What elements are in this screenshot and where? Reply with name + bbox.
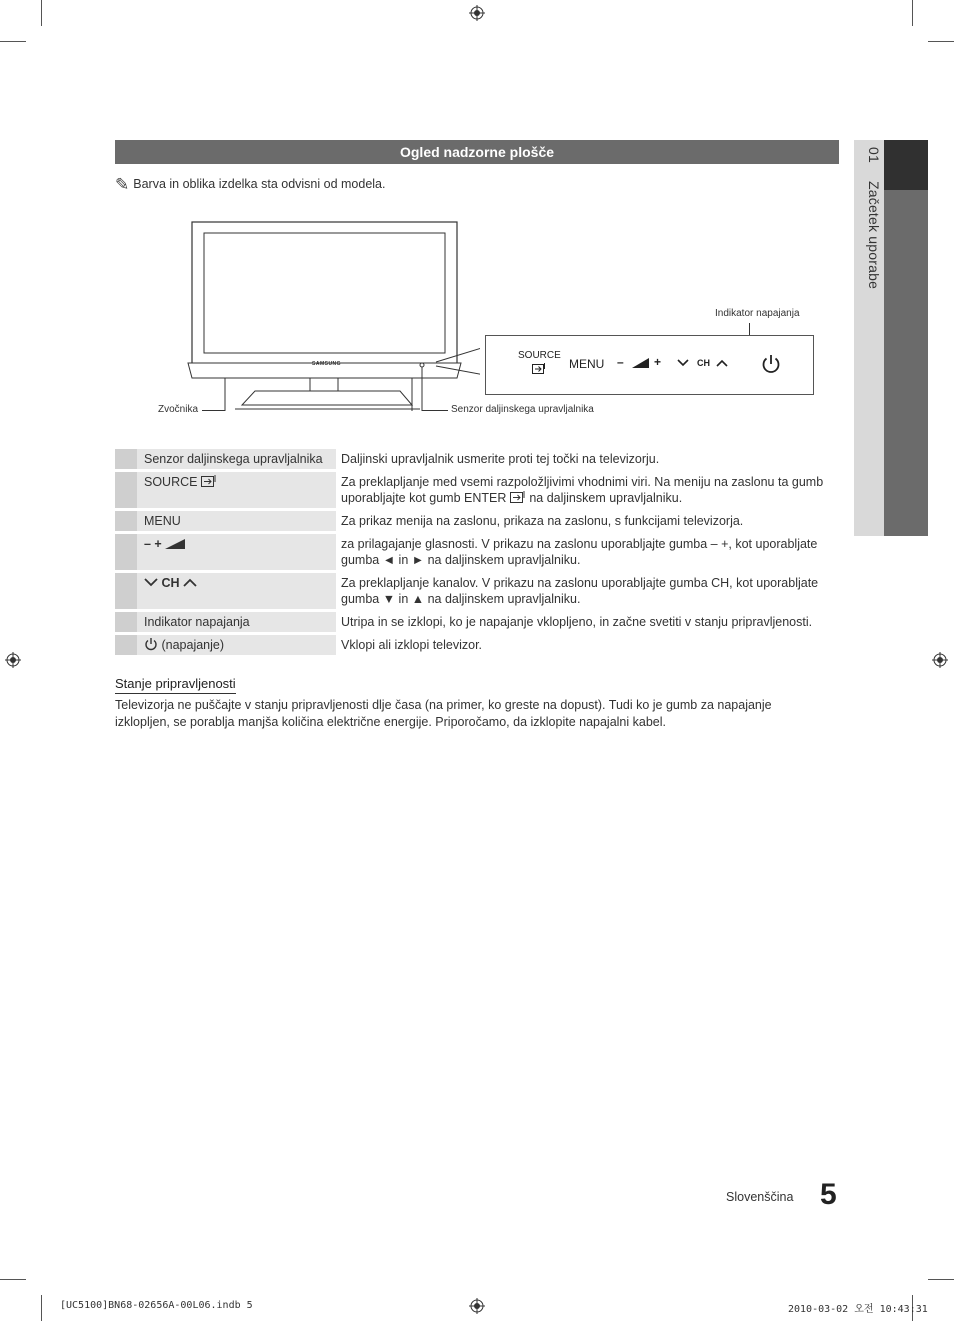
section-title: Ogled nadzorne plošče xyxy=(115,140,839,164)
row-marker xyxy=(115,534,137,570)
crop-mark xyxy=(928,41,954,42)
source-desc-tail: na daljinskem upravljalniku. xyxy=(525,491,683,505)
registration-mark-icon xyxy=(469,5,485,21)
panel-ch-label: CH xyxy=(697,358,710,368)
row-marker xyxy=(115,472,137,508)
row-marker xyxy=(115,612,137,632)
table-cell-desc: Za prikaz menija na zaslonu, prikaza na zaslonu, s funkcijami televizorja. xyxy=(341,514,744,528)
panel-menu-label: MENU xyxy=(569,357,605,371)
label-remote-sensor: Senzor daljinskega upravljalnika xyxy=(451,404,594,415)
power-icon xyxy=(144,637,158,651)
table-cell-name: MENU xyxy=(137,511,336,531)
page-number: 5 xyxy=(820,1178,837,1211)
table-row xyxy=(115,534,839,570)
table-row xyxy=(115,612,839,632)
tv-neck xyxy=(310,378,338,392)
label-speakers: Zvočnika xyxy=(158,404,199,415)
power-name: (napajanje) xyxy=(161,638,225,652)
row-marker xyxy=(115,635,137,655)
footer-language: Slovenščina xyxy=(726,1190,794,1204)
speaker-leader-line xyxy=(202,410,225,411)
chapter-number: 01 xyxy=(866,147,882,163)
chevron-down-icon xyxy=(677,359,689,367)
chapter-title: Začetek uporabe xyxy=(866,181,882,290)
source-name: SOURCE xyxy=(144,475,198,489)
source-icon xyxy=(532,363,546,374)
row-marker xyxy=(115,449,137,469)
table-cell-name: Indikator napajanja xyxy=(137,612,336,632)
print-slug-file: [UC5100]BN68-02656A-00L06.indb 5 xyxy=(60,1300,253,1311)
volume-name: – + xyxy=(144,537,162,551)
table-cell-desc: Vklopi ali izklopi televizor. xyxy=(341,638,483,652)
sensor-leader-line xyxy=(422,410,448,411)
table-cell-desc: Daljinski upravljalnik usmerite proti tej točki na televizorju. xyxy=(341,452,660,466)
crop-mark xyxy=(0,41,26,42)
channel-name: CH xyxy=(161,576,180,590)
table-cell-name xyxy=(137,472,336,508)
print-slug-timestamp: 2010-03-02 오전 10:43:31 xyxy=(788,1304,928,1315)
panel-minus-label: – xyxy=(617,355,624,369)
table-cell-name xyxy=(137,534,336,570)
standby-body: Televizorja ne puščajte v stanju pripravljenosti dlje časa (na primer, ko greste na dopust). Tudi ko je gumb za napajanje izklopljen, se porablja manjša količina električne energije. Priporočamo, da izklopite napajalni kabel. xyxy=(115,698,772,729)
tv-sensor-dot xyxy=(420,363,424,367)
standby-title: Stanje pripravljenosti xyxy=(115,676,236,694)
tv-screen xyxy=(204,233,445,353)
chevron-up-icon xyxy=(716,359,728,367)
crop-mark xyxy=(928,1279,954,1280)
chapter-tab-label xyxy=(856,147,882,303)
enter-icon xyxy=(510,491,526,503)
chevron-down-icon xyxy=(144,578,158,587)
chapter-tab-marker xyxy=(884,140,928,190)
note-text: Barva in oblika izdelka sta odvisni od modela. xyxy=(133,177,386,191)
tv-diagram xyxy=(180,215,480,415)
label-power-indicator: Indikator napajanja xyxy=(715,308,800,319)
table-cell-name xyxy=(137,573,336,609)
chevron-up-icon xyxy=(183,578,197,587)
table-cell-name: Senzor daljinskega upravljalnika xyxy=(137,449,336,469)
panel-source-label: SOURCE xyxy=(518,350,561,361)
registration-mark-icon xyxy=(469,1298,485,1314)
panel-plus-label: + xyxy=(654,355,662,369)
table-row xyxy=(115,635,839,655)
crop-mark xyxy=(0,1279,26,1280)
pencil-note-icon: ✎ xyxy=(115,175,130,194)
table-cell-desc: Utripa in se izklopi, ko je napajanje vklopljeno, in začne svetiti v stanju pripravljenosti. xyxy=(341,615,813,629)
registration-mark-icon xyxy=(932,652,948,668)
power-icon xyxy=(760,353,782,375)
table-cell-desc: Za preklapljanje kanalov. V prikazu na zaslonu uporabljajte gumba CH, kot uporabljate gumba ▼ in ▲ na daljinskem upravljalniku. xyxy=(341,576,819,606)
note xyxy=(115,175,385,195)
table-cell-desc: za prilagajanje glasnosti. V prikazu na zaslonu uporabljajte gumba – +, kot uporabljate gumba ◄ in ► na daljinskem upravljalniku. xyxy=(341,537,818,567)
volume-icon xyxy=(632,358,649,368)
volume-icon xyxy=(165,539,185,549)
table-row xyxy=(115,449,839,469)
chapter-tab-dark xyxy=(884,140,928,536)
crop-mark xyxy=(912,0,913,26)
row-marker xyxy=(115,573,137,609)
table-row xyxy=(115,472,839,508)
row-marker xyxy=(115,511,137,531)
crop-mark xyxy=(41,0,42,26)
table-cell-desc xyxy=(336,472,839,508)
table-cell-name xyxy=(137,635,336,655)
table-row xyxy=(115,511,839,531)
table-row xyxy=(115,573,839,609)
registration-mark-icon xyxy=(5,652,21,668)
source-icon xyxy=(201,475,217,487)
source-desc: Za preklapljanje med vsemi razpoložljivimi vhodnimi viri. Na meniju na zaslonu ta gumb uporabljajte kot gumb ENTER xyxy=(341,475,824,505)
control-table xyxy=(115,446,839,658)
tv-brand: SAMSUNG xyxy=(312,361,342,367)
tv-stand xyxy=(242,391,412,405)
crop-mark xyxy=(41,1295,42,1321)
